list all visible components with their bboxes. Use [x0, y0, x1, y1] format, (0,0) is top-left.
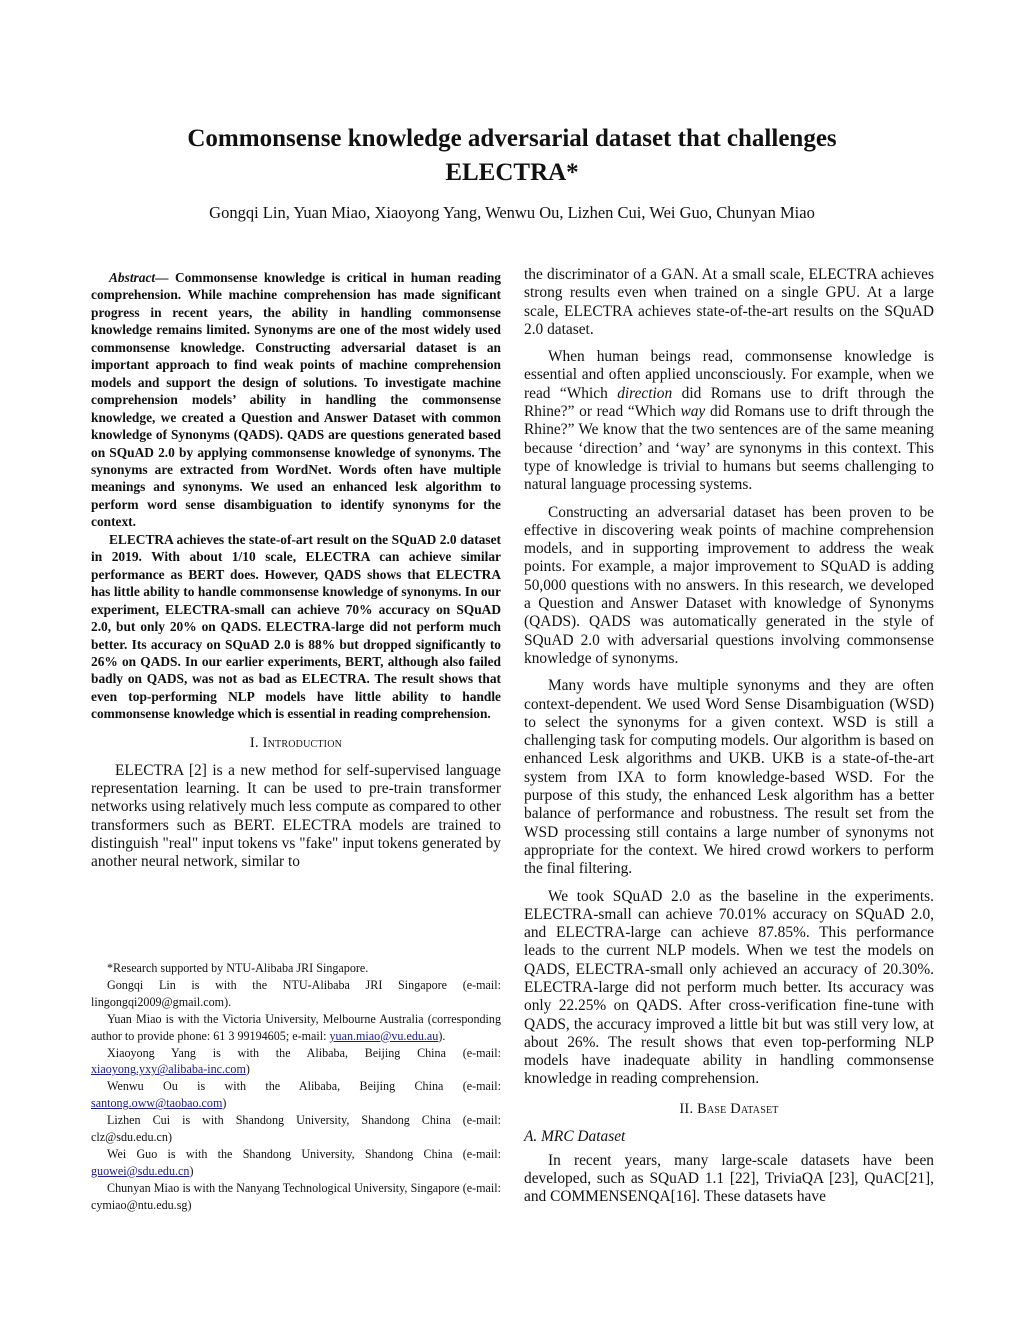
section-heading-base-dataset — [524, 1101, 934, 1118]
footnote-text: ) — [189, 1163, 194, 1178]
title-line-2: ELECTRA* — [445, 159, 579, 186]
paragraph-text: did Romans use to drift through the Rhine?” We know that the two sentences are of the same meaning because ‘direction’ and ‘way’ are synonyms in this context. This type of knowledge is trivial to humans but seems challenging to natural language processing systems. — [524, 403, 934, 494]
abstract-paragraph-2: ELECTRA achieves the state-of-art result on the SQuAD 2.0 dataset in 2019. With about 1/10 scale, ELECTRA can achieve similar performance as BERT does. However, QADS shows that ELECTRA has little ability to handle commonsense knowledge of synonyms. In our experiment, ELECTRA-small can achieve 70% accuracy on SQuAD 2.0, but only 20% on QADS. ELECTRA-large did not perform much better. Its accuracy on SQuAD 2.0 is 88% but dropped significantly to 26% on QADS. In our earlier experiments, BERT, although also failed badly on QADS, was not as bad as ELECTRA. The result shows that even top-performing NLP models have little ability to handle commonsense knowledge which is essential in reading comprehension. — [91, 531, 501, 722]
footnote-text: Wei Guo is with the Shandong University, Shandong China (e-mail: — [107, 1146, 501, 1161]
footnote-text: ). — [438, 1028, 446, 1043]
footnote-author-miao — [91, 1011, 501, 1045]
section-heading-introduction — [91, 735, 501, 752]
intro-paragraph-5: Many words have multiple synonyms and they are often context-dependent. We used Word Sense Disambiguation (WSD) to select the synonyms for a given context. WSD is still a challenging task for computing models. Our algorithm is based on enhanced Lesk algorithms and UKB. UKB is a state-of-the-art system from IXA to form knowledge-based WSD. For the purpose of this study, the enhanced Lesk algorithm has a better balance of performance and robustness. The result set from the WSD processing still contains a large number of synonyms not appropriate for the context. We hired crowd workers to perform the final filtering. — [524, 677, 934, 878]
emphasis-way: way — [680, 403, 706, 421]
paragraph-text: did Romans use to drift through the Rhine?” or read “Which — [524, 384, 934, 421]
paper-title — [0, 122, 1024, 190]
email-link-yang[interactable]: xiaoyong.yxy@alibaba-inc.com — [91, 1062, 246, 1077]
section-number: I. — [249, 734, 259, 751]
footnote-text: Xiaoyong Yang is with the Alibaba, Beijing China (e-mail: — [107, 1045, 501, 1060]
email-link-miao[interactable]: yuan.miao@vu.edu.au — [329, 1028, 439, 1043]
intro-paragraph-1: ELECTRA [2] is a new method for self-supervised language representation learning. It can be used to pre-train transformer networks using relatively much less compute as compared to other transformers such as BERT. ELECTRA models are trained to distinguish "real" input tokens vs "fake" input tokens generated by another neural network, similar to — [91, 761, 501, 871]
subsection-heading-mrc-dataset: A. MRC Dataset — [524, 1127, 626, 1145]
author-list: Gongqi Lin, Yuan Miao, Xiaoyong Yang, Wenwu Ou, Lizhen Cui, Wei Guo, Chunyan Miao — [209, 203, 815, 222]
section-title: Introduction — [262, 734, 343, 751]
abstract-text-1: Commonsense knowledge is critical in human reading comprehension. While machine comprehension has made significant progress in recent years, the ability in handling commonsense knowledge remains limited. Synonyms are one of the most widely used commonsense knowledge. Constructing adversarial dataset is an important approach to find weak points of machine comprehension models and support the design of solutions. To investigate machine comprehension models’ ability in handling the commonsense knowledge, we created a Question and Answer Dataset with common knowledge of Synonyms (QADS). QADS are questions generated based on SQuAD 2.0 by applying commonsense knowledge of synonyms. The synonyms are extracted from WordNet. Words often have multiple meanings and synonyms. We used an enhanced lesk algorithm to perform word sense disambiguation to identify synonyms for the context. — [91, 270, 501, 530]
abstract-lead: Abstract— — [109, 270, 169, 285]
section-number: II. — [679, 1100, 694, 1117]
intro-paragraph-2: the discriminator of a GAN. At a small scale, ELECTRA achieves strong results even when trained on a single GPU. At a large scale, ELECTRA achieves state-of-the-art results on the SQuAD 2.0 dataset. — [524, 266, 934, 338]
footnote-text: Yuan Miao is with the Victoria University, Melbourne Australia (corresponding author to provide phone: 61 3 99194605; e-mail: — [91, 1011, 501, 1043]
email-link-ou[interactable]: santong.oww@taobao.com — [91, 1096, 223, 1111]
paragraph-text: When human beings read, commonsense knowledge is essential and often applied unconsciously. For example, when we read “Which — [524, 348, 934, 402]
footnote-author-cui: Lizhen Cui is with Shandong University, Shandong China (e-mail: clz@sdu.edu.cn) — [91, 1113, 501, 1145]
footnote-text: ) — [245, 1062, 250, 1077]
section-title: Base Dataset — [697, 1100, 779, 1117]
footnote-author-guo — [91, 1146, 501, 1180]
footnotes — [91, 960, 501, 1214]
footnote-author-ou — [91, 1078, 501, 1112]
emphasis-direction: direction — [617, 384, 673, 402]
email-link-guo[interactable]: guowei@sdu.edu.cn — [91, 1163, 190, 1178]
footnote-text: Wenwu Ou is with the Alibaba, Beijing China (e-mail: — [107, 1079, 501, 1094]
footnote-text: ) — [222, 1096, 227, 1111]
footnote-author-lin: Gongqi Lin is with the NTU-Alibaba JRI Singapore (e-mail: lingongqi2009@gmail.com). — [91, 977, 501, 1009]
right-column — [524, 266, 934, 1216]
footnote-author-yang — [91, 1045, 501, 1079]
abstract-paragraph-1 — [91, 269, 501, 531]
footnote-author-chunyan-miao: Chunyan Miao is with the Nanyang Technological University, Singapore (e-mail: cymiao@ntu.edu.sg) — [91, 1180, 501, 1212]
base-dataset-paragraph-1: In recent years, many large-scale datasets have been developed, such as SQuAD 1.1 [22], TriviaQA [23], QuAC[21], and COMMENSENQA[16]. These datasets have — [524, 1151, 934, 1206]
left-column — [91, 269, 501, 881]
intro-paragraph-4: Constructing an adversarial dataset has been proven to be effective in discovering weak points of machine comprehension models, and in supporting improvement to address the weak points. For example, a major improvement to SQuAD is adding 50,000 questions with no answers. In this research, we developed a Question and Answer Dataset with knowledge of Synonyms (QADS). QADS was automatically generated in the style of SQuAD 2.0 with adversarial questions involving commonsense knowledge of synonyms. — [524, 503, 934, 667]
intro-paragraph-6: We took SQuAD 2.0 as the baseline in the experiments. ELECTRA-small can achieve 70.01% accuracy on SQuAD 2.0, and ELECTRA-large can achieve 87.85%. This performance leads to the current NLP models. When we test the models on QADS, ELECTRA-small only achieved an accuracy of 20.30%. ELECTRA-large did not perform much better. Its accuracy was only 22.25% on QADS. After cross-verification fine-tune with QADS, the accuracy improved a little bit but was still very low, at about 26%. The result shows that even top-performing NLP models have inadequate ability in handling commonsense knowledge in reading comprehension. — [524, 887, 934, 1088]
intro-paragraph-3 — [524, 348, 934, 494]
title-line-1: Commonsense knowledge adversarial dataset that challenges — [187, 125, 837, 152]
footnote-funding: *Research supported by NTU-Alibaba JRI Singapore. — [107, 961, 369, 975]
